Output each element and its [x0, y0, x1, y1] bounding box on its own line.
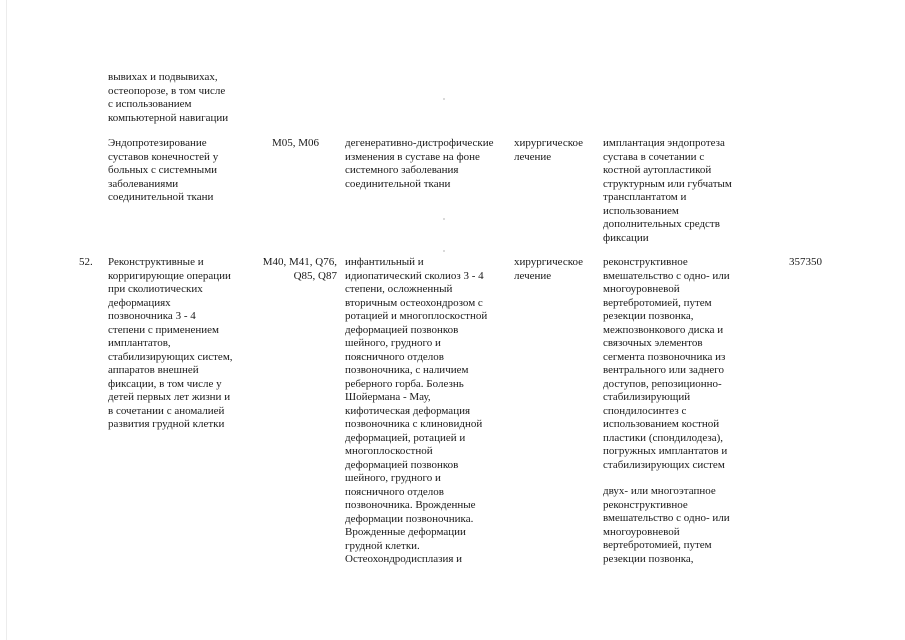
row-codes: M40, M41, Q76, Q85, Q87: [262, 256, 337, 282]
center-fold-mark: [443, 98, 445, 100]
row-treatment-type: хирургическое лечение: [514, 137, 584, 163]
row-method: имплантация эндопротеза сустава в сочетании с костной аутопластикой структурным или губчатым трансплантатом и использованием дополнительных средств фиксации: [603, 137, 732, 244]
center-fold-mark: [443, 218, 445, 220]
row-cost: 357350: [789, 256, 822, 268]
row-name: Реконструктивные и корригирующие операции при сколиотических деформациях позвоночника 3 - 4 степени с применением имплантатов, стабилизирующих систем, аппаратов внешней фиксации, в том числе у детей первых лет жизни и в сочетании с аномалией развития грудной клетки: [108, 256, 233, 430]
row-condition: дегенеративно-дистрофические изменения в суставе на фоне системного заболевания соединительной ткани: [345, 137, 494, 190]
row-method: двух- или многоэтапное реконструктивное вмешательство с одно- или многоуровневой вертебротомией, путем резекции позвонка,: [603, 485, 730, 565]
row-method: реконструктивное вмешательство с одно- или многоуровневой вертебротомией, путем резекции позвонка, межпозвонкового диска и связочных элементов сегмента позвоночника из вентрального или заднего доступов, репозиционно- стабилизирующий спондилосинтез с использованием костной пластики (спондилодеза), погружных имплантатов и стабилизирующих систем: [603, 256, 730, 471]
row-name: Эндопротезирование суставов конечностей у больных с системными заболеваниями соединительной ткани: [108, 137, 219, 203]
row-treatment-type: хирургическое лечение: [514, 256, 584, 282]
center-fold-mark: [443, 250, 445, 252]
row-condition: инфантильный и идиопатический сколиоз 3 - 4 степени, осложненный вторичным остеохондрозом с ротацией и многоплоскостной деформацией позвонков шейного, грудного и поясничного отделов позвоночника, с наличием реберного горба. Болезнь Шойермана - Мау, кифотическая деформация позвоночника с клиновидной деформацией, ротацией и многоплоскостной деформацией позвонков шейного, грудного и поясничного отделов позвоночника. Врожденные деформации позвоночника. Врожденные деформации грудной клетки. Остеохондродисплазия и: [345, 256, 488, 565]
row-number: 52.: [79, 256, 93, 268]
page-left-edge-rule: [6, 0, 7, 640]
row-name-continued: вывихах и подвывихах, остеопорозе, в том числе с использованием компьютерной навигации: [108, 71, 229, 124]
row-codes: M05, M06: [271, 137, 320, 149]
